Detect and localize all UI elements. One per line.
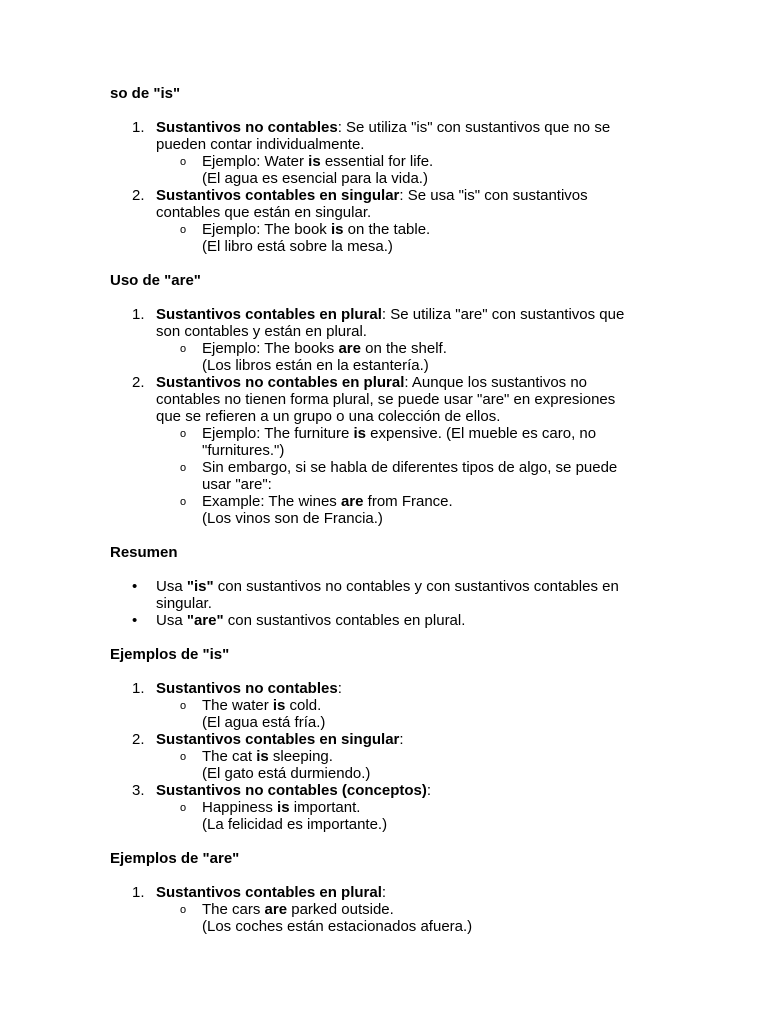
- example-text: Ejemplo: The books: [202, 340, 339, 357]
- translation: (Los libros están en la estantería.): [202, 357, 429, 374]
- list-item: [110, 374, 650, 527]
- sub-bullet-icon: o: [180, 343, 187, 355]
- example-text: Example: The wines: [202, 493, 341, 510]
- document-page: [110, 85, 650, 935]
- example-text: Happiness: [202, 799, 278, 816]
- list-item: [110, 306, 650, 374]
- term: Sustantivos contables en singular: [156, 187, 400, 204]
- sub-bullet-icon: o: [180, 496, 187, 508]
- list-number: 1.: [132, 119, 145, 136]
- sub-bullet-icon: o: [180, 224, 187, 236]
- example-text-end: on the shelf.: [361, 340, 447, 357]
- example-text: The water: [202, 697, 273, 714]
- sub-bullet-icon: o: [180, 462, 187, 474]
- sub-bullet-icon: o: [180, 700, 187, 712]
- list-item: [110, 612, 650, 629]
- example-verb: is: [277, 799, 290, 816]
- sub-bullet-icon: o: [180, 156, 187, 168]
- sub-item: [110, 340, 650, 374]
- sub-item: [110, 221, 650, 255]
- sub-item: [110, 799, 650, 833]
- list-item: [110, 731, 650, 782]
- sub-item: [110, 153, 650, 187]
- colon: :: [381, 884, 387, 901]
- list-item: [110, 187, 650, 255]
- example-verb: are: [340, 493, 364, 510]
- example-text-end: sleeping.: [268, 748, 333, 765]
- description-cont: son contables y están en plural.: [156, 323, 367, 340]
- list-item: [110, 884, 650, 935]
- example-text-end: essential for life.: [320, 153, 434, 170]
- term: Sustantivos contables en plural: [156, 884, 382, 901]
- heading-is-examples: Ejemplos de "is": [110, 646, 230, 663]
- summary-verb: "is": [186, 578, 214, 595]
- list-item: [110, 680, 650, 731]
- sub-bullet-icon: o: [180, 802, 187, 814]
- description: : Se utiliza "are" con sustantivos que: [381, 306, 625, 323]
- summary-text: Usa: [156, 578, 187, 595]
- summary-text: Usa: [156, 612, 187, 629]
- sub-item: [110, 459, 650, 493]
- example-text-end: cold.: [285, 697, 322, 714]
- example-text-cont: "furnitures."): [202, 442, 285, 459]
- bullet-icon: •: [132, 612, 138, 629]
- example-text: Ejemplo: The book: [202, 221, 331, 238]
- translation: (Los coches están estacionados afuera.): [202, 918, 473, 935]
- list-item: [110, 119, 650, 187]
- list-item: [110, 782, 650, 833]
- sub-item: [110, 425, 650, 459]
- description: : Aunque los sustantivos no: [404, 374, 588, 391]
- term: Sustantivos no contables: [156, 119, 338, 136]
- example-text-end: from France.: [363, 493, 453, 510]
- example-text: The cat: [202, 748, 257, 765]
- description: : Se usa "is" con sustantivos: [399, 187, 588, 204]
- colon: :: [426, 782, 432, 799]
- list-is-usage: [110, 119, 650, 255]
- heading-summary: Resumen: [110, 544, 178, 561]
- term: Sustantivos no contables (conceptos): [156, 782, 427, 799]
- translation: (El agua está fría.): [202, 714, 326, 731]
- list-number: 1.: [132, 680, 145, 697]
- list-number: 2.: [132, 731, 145, 748]
- summary-verb: "are": [186, 612, 224, 629]
- summary-text-end: con sustantivos contables en plural.: [223, 612, 466, 629]
- colon: :: [337, 680, 342, 697]
- sub-bullet-icon: o: [180, 904, 187, 916]
- summary-text-end: con sustantivos no contables y con sustantivos contables en: [213, 578, 619, 595]
- example-text-end: important.: [289, 799, 361, 816]
- list-number: 2.: [132, 374, 145, 391]
- sub-item: [110, 493, 650, 527]
- list-number: 1.: [132, 306, 145, 323]
- term: Sustantivos contables en plural: [156, 306, 382, 323]
- example-text: Ejemplo: The furniture: [202, 425, 354, 442]
- example-verb: are: [264, 901, 288, 918]
- list-are-examples: [110, 884, 650, 935]
- list-summary: [110, 578, 650, 629]
- description: : Se utiliza "is" con sustantivos que no se: [337, 119, 611, 136]
- example-verb: is: [353, 425, 366, 442]
- description-cont: que se refieren a un grupo o una colección de ellos.: [156, 408, 501, 425]
- term: Sustantivos contables en singular: [156, 731, 400, 748]
- description-cont: contables que están en singular.: [156, 204, 372, 221]
- sub-item: [110, 748, 650, 782]
- example-verb: is: [308, 153, 321, 170]
- example-text-end: on the table.: [343, 221, 431, 238]
- example-verb: is: [272, 697, 286, 714]
- example-text: Ejemplo: Water: [202, 153, 309, 170]
- colon: :: [399, 731, 404, 748]
- term: Sustantivos no contables en plural: [156, 374, 405, 391]
- list-number: 1.: [132, 884, 145, 901]
- list-number: 3.: [132, 782, 145, 799]
- description-cont: contables no tienen forma plural, se puede usar "are" en expresiones: [156, 391, 616, 408]
- list-number: 2.: [132, 187, 145, 204]
- translation: (El agua es esencial para la vida.): [202, 170, 428, 187]
- example-verb: are: [338, 340, 361, 357]
- heading-are-usage: Uso de "are": [110, 272, 201, 289]
- sub-item: [110, 697, 650, 731]
- note-text: Sin embargo, si se habla de diferentes tipos de algo, se puede: [202, 459, 618, 476]
- sub-bullet-icon: o: [180, 428, 187, 440]
- summary-text-cont: singular.: [156, 595, 212, 612]
- list-are-usage: [110, 306, 650, 527]
- list-is-examples: [110, 680, 650, 833]
- heading-are-examples: Ejemplos de "are": [110, 850, 240, 867]
- bullet-icon: •: [132, 578, 138, 595]
- translation: (El gato está durmiendo.): [202, 765, 371, 782]
- example-text-end: expensive. (El mueble es caro, no: [365, 425, 597, 442]
- translation: (El libro está sobre la mesa.): [202, 238, 393, 255]
- sub-bullet-icon: o: [180, 751, 187, 763]
- term: Sustantivos no contables: [156, 680, 338, 697]
- example-verb: is: [256, 748, 269, 765]
- sub-item: [110, 901, 650, 935]
- example-verb: is: [330, 221, 344, 238]
- example-text-end: parked outside.: [287, 901, 394, 918]
- note-text-cont: usar "are":: [202, 476, 272, 493]
- example-text: The cars: [202, 901, 265, 918]
- description-cont: pueden contar individualmente.: [156, 136, 365, 153]
- list-item: [110, 578, 650, 612]
- heading-is-usage: so de "is": [110, 85, 181, 102]
- translation: (Los vinos son de Francia.): [202, 510, 383, 527]
- translation: (La felicidad es importante.): [202, 816, 388, 833]
